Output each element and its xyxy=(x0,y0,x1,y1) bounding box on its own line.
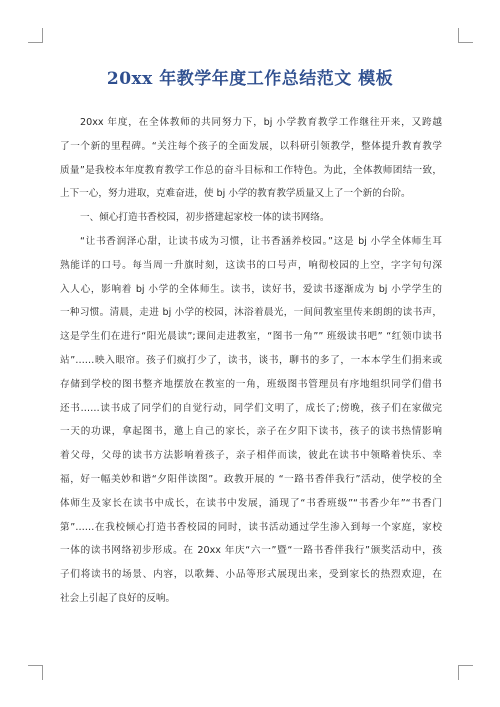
crop-mark-top-left xyxy=(28,28,43,43)
paragraph-3-line-2: 熟能详的口号。每当周一升旗时刻，这读书的口号声，响彻校园的上空，字字句句深 xyxy=(60,259,442,271)
paragraph-1-line-1: 20xx 年度，在全体教师的共同努力下，bj 小学教育教学工作继往开来，又跨越 xyxy=(80,117,442,128)
paragraph-3-line-1: “让书香润泽心甜，让读书成为习惯，让书香涵养校园。”这是 bj 小学全体师生耳 xyxy=(80,235,442,247)
paragraph-3-line-3: 入人心，影响着 bj 小学的全体师生。读书，读好书，爱读书逐渐成为 bj 小学学生的 xyxy=(60,283,442,295)
paragraph-3-line-12: 体师生及家长在读书中成长，在读书中发展，涌现了“书香班级”“书香少年”“书香门 xyxy=(60,497,442,509)
crop-mark-bottom-left xyxy=(28,665,43,680)
paragraph-3-line-16: 社会上引起了良好的反响。 xyxy=(60,592,176,604)
paragraph-3-line-6: 站”……映入眼帘。孩子们疯打少了，读书，谈书，聊书的多了，一本本学生们捐来或 xyxy=(60,354,442,366)
document-body xyxy=(60,111,442,611)
paragraph-1-line-3: 质量”是我校本年度教育教学工作总的奋斗目标和工作特色。为此，全体教师团结一致， xyxy=(60,164,442,176)
paragraph-3-line-5: 这是学生们在进行“阳光晨读”;课间走进教室，“图书一角”” 班级读书吧” “红领巾读书 xyxy=(60,331,442,343)
paragraph-1-line-4: 上下一心，努力进取，克难奋进，使 bj 小学的教育教学质量又上了一个新的台阶。 xyxy=(60,188,411,200)
crop-mark-bottom-right xyxy=(458,665,473,680)
paragraph-3-line-8: 还书……读书成了同学们的自觉行动，同学们文明了，成长了;傍晚，孩子们在家做完 xyxy=(60,402,442,414)
paragraph-3-line-7: 存储到学校的图书整齐地摆放在教室的一角，班级图书管理员有序地组织同学们借书 xyxy=(60,378,442,390)
paragraph-2-line-1: 一、倾心打造书香校园，初步搭建起家校一体的读书网络。 xyxy=(80,212,330,224)
paragraph-3-line-14: 一体的读书网络初步形成。在 20xx 年庆“六一”暨“一路书香伴我行”颁奖活动中，孩 xyxy=(60,545,442,557)
crop-mark-top-right xyxy=(458,28,473,43)
paragraph-3-line-10: 着父母，父母的读书方法影响着孩子，亲子相伴而读，彼此在读书中领略着快乐、幸 xyxy=(60,450,442,462)
document-title: 20xx 年教学年度工作总结范文 模板 xyxy=(106,69,394,89)
paragraph-1-line-2: 了一个新的里程碑。“关注每个孩子的全面发展，以科研引领教学，整体提升教育教学 xyxy=(60,140,442,152)
paragraph-3-line-15: 子们将读书的场景、内容，以歌舞、小品等形式展现出来，受到家长的热烈欢迎，在 xyxy=(60,569,442,581)
paragraph-3-line-9: 一天的功课，拿起图书，邀上自己的家长，亲子在夕阳下读书，孩子的读书热情影响 xyxy=(60,426,442,438)
paragraph-3-line-13: 第”……在我校倾心打造书香校园的同时，读书活动通过学生渗入到每一个家庭，家校 xyxy=(60,521,442,533)
paragraph-3-line-4: 一种习惯。清晨，走进 bj 小学的校园，沐浴着晨光，一间间教室里传来朗朗的读书声， xyxy=(60,307,442,319)
paragraph-3-line-11: 福，好一幅美妙和谐“夕阳伴读图”。政教开展的 “一路书香伴我行”活动，使学校的全 xyxy=(60,473,442,485)
